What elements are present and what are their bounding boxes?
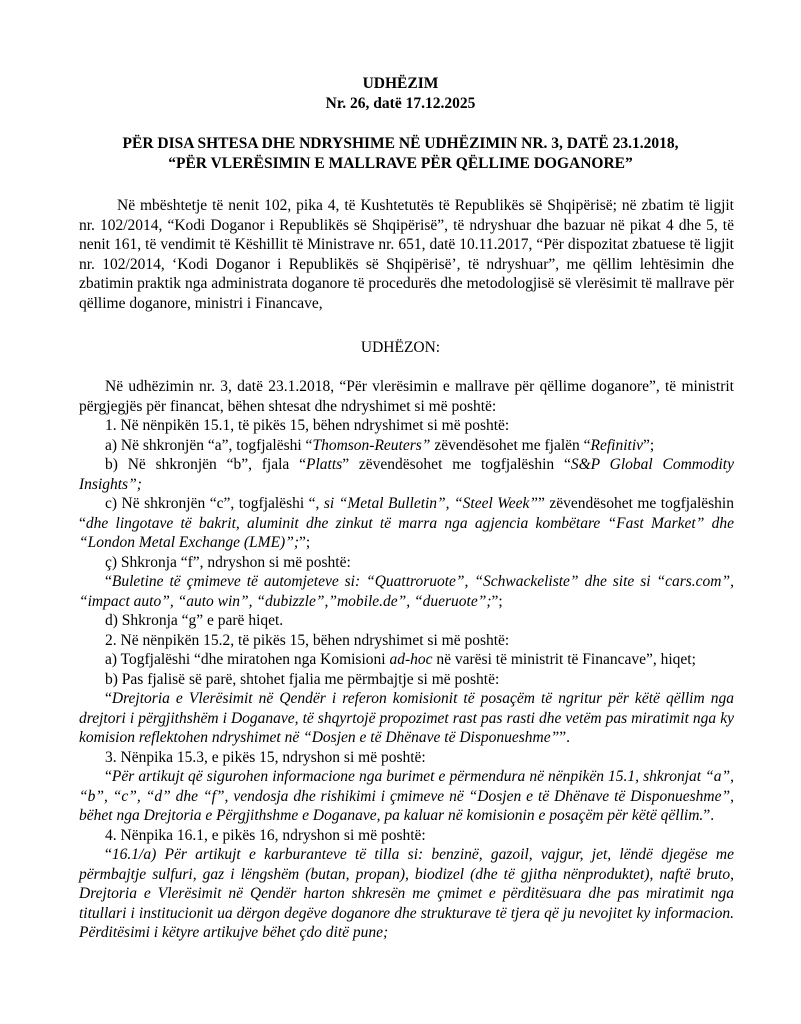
- text: ”.: [703, 807, 715, 824]
- text: a) Në shkronjën “a”, togfjalëshi “: [105, 436, 313, 454]
- text: “: [105, 768, 112, 785]
- item-2b: b) Pas fjalisë së parë, shtohet fjalia me përmbajtje si më poshtë:: [105, 670, 500, 688]
- subject-line-2: “PËR VLERËSIMIN E MALLRAVE PËR QËLLIME DOGANORE”: [168, 155, 633, 172]
- italic-text: Thomson-Reuters”: [312, 436, 431, 454]
- text: ”;: [643, 436, 655, 454]
- italic-text: dhe lingotave të bakrit, aluminit dhe zinkut të marra nga agjencia kombëtare “Fast Market” dhe “London Metal Exchange (LME)”;: [79, 514, 734, 551]
- text: ”.: [559, 729, 571, 746]
- preamble-paragraph: Në mbështetje të nenit 102, pika 4, të Kushtetutës të Republikës së Shqipërisë; në zbatim të ligjit nr. 102/2014, “Kodi Doganor i Republikës së Shqipërisë”, të ndryshuar dhe bazuar në pikat 4 dhe 5, të nenit 161, të vendimit të Këshillit të Ministrave nr. 651, datë 10.11.2017, “Për dispozitat zbatuese të ligjit nr. 102/2014, ‘Kodi Doganor i Republikës së Shqipërisë’, të ndryshuar”, me qëllim lehtësimin dhe zbatimin praktik nga administrata doganore të procedurës dhe metodologjisë së vlerësimit të mallrave për qëllime doganore, ministri i Financave,: [79, 197, 734, 312]
- item-1d: d) Shkronja “g” e parë hiqet.: [105, 612, 284, 629]
- document-subject: [0, 134, 801, 174]
- item-1b: [79, 455, 734, 494]
- text: “: [105, 846, 112, 863]
- text: ” zëvendësohet me togfjalëshin “: [79, 495, 734, 532]
- text: b) Në shkronjën “b”, fjala “: [105, 456, 307, 473]
- italic-text: Për artikujt që sigurohen informacione nga burimet e përmendura në nënpikën 15.1, shkronjat “a”, “b”, “c”, “d” dhe “f”, vendosja dhe rishikimi i çmimeve në “Dosjen e të Dhënave të Disponueshme”, bëhet nga Drejtoria e Përgjithshme e Doganave, pa kaluar në komisionin e posaçëm për këtë qëllim.: [79, 768, 734, 824]
- italic-text: Refinitiv: [590, 436, 644, 454]
- text: ”;: [491, 592, 503, 610]
- italic-text: S&P Global Commodity Insights”;: [79, 456, 734, 493]
- udhezon-heading: UDHËZON:: [360, 339, 441, 356]
- text: në varësi të ministrit të Financave”, hiqet;: [432, 651, 696, 668]
- text: a) Togfjalëshi “dhe miratohen nga Komisioni: [105, 651, 390, 668]
- item-4-heading: 4. Nënpika 16.1, e pikës 16, ndryshon si më poshtë:: [105, 826, 426, 844]
- item-3-heading: 3. Nënpika 15.3, e pikës 15, ndryshon si më poshtë:: [105, 748, 426, 766]
- document-header: [0, 74, 801, 114]
- text: ” zëvendësohet me togfjalëshin “: [342, 456, 571, 473]
- item-1a: [79, 436, 734, 456]
- item-1c: [79, 494, 734, 553]
- italic-text: Drejtoria e Vlerësimit në Qendër i referon komisionit të posaçëm të ngritur për këtë qëllim nga drejtori i përgjithshëm i Doganave, të shqyrtojë propozimet rast pas rasti dhe vetëm pas miratimit nga ky komision reflektohen ndryshimet në “Dosjen e të Dhënave të Disponueshme”: [79, 690, 734, 746]
- italic-text: Buletine të çmimeve të automjeteve si: “Quattroruote”, “Schwackeliste” dhe site si “cars.com”, “impact auto”, “auto win”, “dubizzle”,”mobile.de”, “dueruote”;: [79, 573, 734, 610]
- item-1c-cedilla-text: [79, 572, 734, 611]
- italic-text: ad-hoc: [389, 651, 433, 668]
- document-title: UDHËZIM: [362, 75, 439, 92]
- subject-line-1: PËR DISA SHTESA DHE NDRYSHIME NË UDHËZIMIN NR. 3, DATË 23.1.2018,: [122, 135, 679, 152]
- italic-text: 16.1/a) Për artikujt e karburanteve të tilla si: benzinë, gazoil, vajgur, jet, lëndë djegëse me përmbajtje sulfuri, gaz i lëngshëm (butan, propan), biodizel (dhe të gjitha nënproduktet), naftë bruto, Drejtoria e Vlerësimit në Qendër harton shkresën me çmimet e përditësuara dhe pas miratimit nga titullari i institucionit ua dërgon degëve doganore dhe strukturave të tjera që ju nevojitet ky informacion. Përditësimi i këtyre artikujve bëhet çdo ditë pune;: [79, 846, 734, 941]
- item-4-text: [79, 845, 734, 943]
- item-2a: [79, 650, 734, 670]
- text: zëvendësohet me fjalën “: [430, 436, 591, 454]
- item-1c-cedilla: ç) Shkronja “f”, ndryshon si më poshtë:: [105, 553, 351, 571]
- text: c) Në shkronjën “c”, togfjalëshi “,: [105, 495, 324, 512]
- item-2b-text: [79, 689, 734, 748]
- text: “: [105, 690, 112, 707]
- italic-text: si “Metal Bulletin”, “Steel Week”: [323, 495, 539, 512]
- document-number: Nr. 26, datë 17.12.2025: [325, 95, 476, 112]
- provisions: [79, 377, 734, 943]
- text: ”;: [298, 534, 311, 551]
- item-2-heading: 2. Në nënpikën 15.2, të pikës 15, bëhen ndryshimet si më poshtë:: [105, 631, 510, 649]
- text: “: [105, 573, 112, 590]
- paragraph-intro: Në udhëzimin nr. 3, datë 23.1.2018, “Për vlerësimin e mallrave për qëllime doganore”, të ministrit përgjegjës për financat, bëhen shtesat dhe ndryshimet si më poshtë:: [79, 378, 734, 415]
- italic-text: Platts: [306, 456, 343, 473]
- item-3-text: [79, 767, 734, 826]
- item-1-heading: 1. Në nënpikën 15.1, të pikës 15, bëhen ndryshimet si më poshtë:: [105, 417, 510, 434]
